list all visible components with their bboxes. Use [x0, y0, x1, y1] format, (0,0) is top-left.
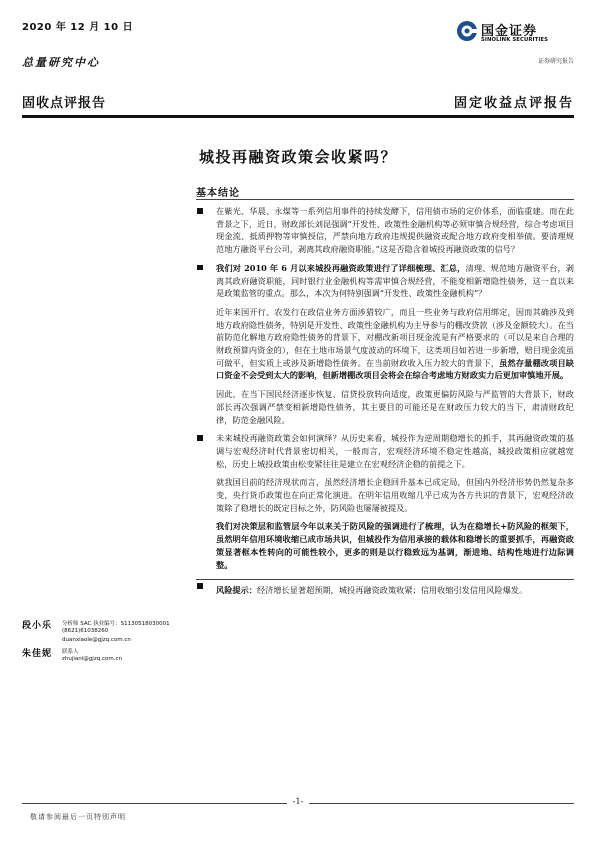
analyst-email[interactable]: zhujiani@gjzq.com.cn — [62, 656, 122, 662]
report-tagline: 证券研究报告 — [537, 58, 574, 65]
section-divider — [196, 199, 574, 200]
report-type: 固收点评报告 — [22, 96, 107, 111]
paragraph-6: 就我国目前的经济现状而言，虽然经济增长企稳回升基本已成定局，但国内外经济形势仍然复杂多变，央行货币政策也在向正常化演进。在明年信用收缩几乎已成为各方共识的背景下，宏观经济政策除了稳增长的既定目标之外，防风险也屡屡被提及。 — [216, 477, 574, 513]
disclaimer-note: 敬请参阅最后一页特别声明 — [30, 813, 126, 821]
logo-english-name: SINOLINK SECURITIES — [481, 37, 549, 43]
paragraph-7: 我们对决策层和监管层今年以来关于防风险的强调进行了梳理，认为在稳增长+防风险的框架下，虽然明年信用环境收缩已成市场共识，但城投作为信用承接的载体和稳增长的重要抓手，再融资政策显著框本性转向的可能性较小，更多的则是以行稳致远为基调，渐进地、结构性地进行边际调整。 — [216, 521, 574, 570]
bullet-square-icon — [197, 435, 203, 441]
paragraph-2: 我们对 2010 年 6 月以来城投再融资政策进行了详细梳理、汇总，清理、规范地方融资平台，剥离其政府融资职能，同时银行业金融机构等需审慎合规经营，不能变相新增隐性债务，这一直以来是政策监管的重点。那么，本次为何特别强调“开发性、政策性金融机构”？ — [196, 262, 574, 300]
research-center-name: 总量研究中心 — [22, 56, 100, 69]
analyst-card — [22, 646, 182, 670]
sinolink-logo-icon — [456, 20, 478, 42]
risk-warning — [196, 579, 574, 597]
logo-chinese-name: 国金证券 — [481, 24, 538, 39]
analyst-name: 段小乐 — [22, 621, 53, 631]
conclusions-body — [196, 205, 574, 603]
report-category: 固定收益点评报告 — [453, 96, 574, 111]
bullet-square-icon — [197, 583, 203, 589]
page-number: -1- — [0, 797, 596, 806]
paragraph-1: 在紫光、华晨、永煤等一系列信用事件的持续发酵下，信用债市场的定价体系，面临重建。而在此背景之下，近日，财政部长刘昆强调“开发性、政策性金融机构等必须审慎合规经营，综合考虑项目现金流、抵质押物等审慎授信，严禁向地方政府违规提供融资或配合地方政府变相举债。要清理规范地方融资平台公司，剥离其政府融资职能。”这是否隐含着城投再融资政策的信号？ — [196, 205, 574, 256]
report-date: 2020 年 12 月 10 日 — [22, 22, 134, 33]
analyst-email[interactable]: duanxiaole@gjzq.com.cn — [62, 637, 131, 643]
paragraph-3-emphasis: 虽然存量棚改项目缺口资金不会受到太大的影响，但新增棚改项目会将会在综合考虑地方财政实力后更加审慎地开展。 — [216, 357, 574, 381]
analyst-name: 朱佳妮 — [22, 649, 53, 659]
risk-label: 风险提示： — [216, 585, 257, 596]
bullet-square-icon — [197, 208, 203, 214]
report-title: 城投再融资政策会收紧吗？ — [198, 148, 397, 166]
analyst-role: 联系人 — [62, 649, 79, 655]
paragraph-5: 未来城投再融资政策会如何演绎？从历史来看，城投作为逆周期稳增长的抓手，其再融资政策的基调与宏观经济时代背景密切相关，一般而言，宏观经济环境不稳定性越高，城投政策相应就越宽松，历史上城投政策由松变紧往往是建立在宏观经济企稳的前提之下。 — [196, 432, 574, 470]
risk-text: 经济增长显著超预期，城投再融资政策收紧；信用收缩引发信用风险爆发。 — [256, 585, 528, 596]
bullet-square-icon — [197, 265, 203, 271]
company-logo — [456, 18, 576, 52]
paragraph-2-lead: 我们对 2010 年 6 月以来城投再融资政策进行了详细梳理、汇总， — [216, 262, 466, 273]
analyst-phone: (8621)61038260 — [62, 628, 109, 634]
header-divider — [22, 115, 574, 118]
paragraph-4: 因此，在当下国民经济逐步恢复、信贷投放转向适度，政策更偏防风险与严监管的大背景下，财政部长再次强调严禁变相新增隐性债务，其主要目的可能还是在财政压力较大的当下，肃清财政纪律，防范金融风险。 — [216, 389, 574, 425]
analyst-role: 分析师 SAC 执业编号：S1130518030001 — [62, 621, 170, 627]
paragraph-3: 近年来国开行、农发行在政信业务方面涉猎较广，而且一些业务与政府信用绑定，因而其确涉及到地方政府隐性债务，特别是开发性、政策性金融机构为主导参与的棚改贷款（涉及金额较大）。在当前防范化解地方政府隐性债务的背景下，对棚改新项目现金流是有严格要求的（可以是来自合理的财政预算内资金的），但在土地市场景气度波动的环境下，这类项目如若进一步新增，赔目现金流虽可做平，但实质上或涉及新增隐性债务。在当前财政收入压力较大的背景下，虽然存量棚改项目缺口资金不会受到太大的影响，但新增棚改项目会将会在综合考虑地方财政实力后更加审慎地开展。 — [216, 306, 574, 381]
section-title: 基本结论 — [196, 188, 240, 199]
